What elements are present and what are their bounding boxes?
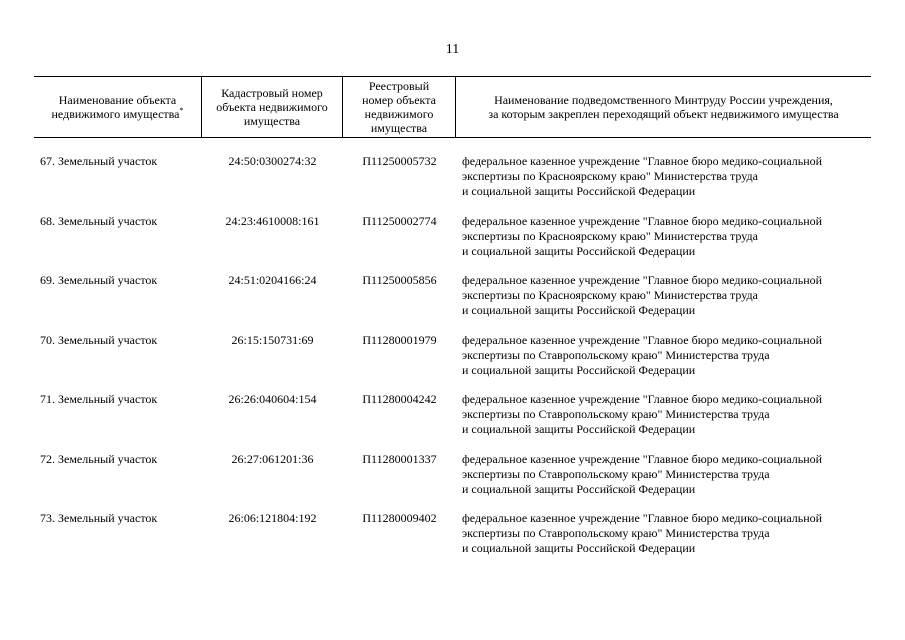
header-object-name — [34, 77, 202, 137]
institution-line: экспертизы по Ставропольскому краю" Министерства труда — [462, 526, 770, 540]
table-body — [34, 138, 871, 571]
object-name-cell: 67. Земельный участок — [40, 154, 158, 168]
header-object-name-line2: недвижимого имущества* — [51, 106, 184, 121]
institution-line: экспертизы по Красноярскому краю" Министерства труда — [462, 169, 758, 183]
header-registry-line2: номер объекта — [362, 93, 436, 107]
cadastral-number-cell: 26:27:061201:36 — [231, 451, 314, 466]
institution-cell — [456, 452, 871, 512]
institution-line: и социальной защиты Российской Федерации — [462, 422, 696, 436]
header-cadastral-number — [202, 77, 343, 137]
page-number: 11 — [445, 42, 460, 57]
institution-cell — [456, 154, 871, 214]
table-row — [34, 214, 871, 274]
institution-line: экспертизы по Красноярскому краю" Министерства труда — [462, 288, 758, 302]
header-registry-line3: недвижимого — [364, 107, 434, 121]
table-row — [34, 452, 871, 512]
institution-line: и социальной защиты Российской Федерации — [462, 481, 696, 496]
footnote-mark: * — [179, 106, 184, 115]
header-institution — [456, 77, 871, 137]
institution-cell — [456, 511, 871, 571]
cadastral-number-cell: 24:51:0204166:24 — [228, 273, 317, 287]
institution-line: федеральное казенное учреждение "Главное бюро медико-социальной — [462, 332, 823, 347]
object-name-cell: 68. Земельный участок — [40, 213, 158, 228]
object-name-cell: 73. Земельный участок — [40, 511, 158, 525]
header-registry-number — [343, 77, 456, 137]
institution-line: экспертизы по Красноярскому краю" Министерства труда — [462, 228, 758, 243]
institution-line: федеральное казенное учреждение "Главное бюро медико-социальной — [462, 511, 823, 525]
institution-line: и социальной защиты Российской Федерации — [462, 541, 696, 555]
table-header — [34, 76, 871, 138]
cadastral-number-cell: 26:15:150731:69 — [231, 332, 314, 347]
institution-line: и социальной защиты Российской Федерации — [462, 184, 696, 198]
header-cadastral-line3: имущества — [243, 114, 301, 128]
institution-cell — [456, 333, 871, 393]
registry-number-cell: П11250005856 — [362, 273, 437, 287]
institution-line: экспертизы по Ставропольскому краю" Министерства труда — [462, 407, 770, 421]
registry-number-cell: П11280004242 — [362, 392, 437, 406]
cadastral-number-cell: 26:06:121804:192 — [228, 511, 317, 525]
institution-line: федеральное казенное учреждение "Главное бюро медико-социальной — [462, 154, 823, 168]
object-name-cell: 72. Земельный участок — [40, 451, 158, 466]
object-name-cell: 71. Земельный участок — [40, 392, 158, 406]
table-row — [34, 392, 871, 452]
registry-number-cell: П11280001337 — [362, 451, 437, 466]
institution-line: федеральное казенное учреждение "Главное бюро медико-социальной — [462, 273, 823, 287]
header-registry-line4: имущества — [370, 121, 428, 135]
table-row — [34, 333, 871, 393]
table-row — [34, 511, 871, 571]
registry-number-cell: П11280009402 — [362, 511, 437, 525]
cadastral-number-cell: 26:26:040604:154 — [228, 392, 317, 406]
header-cadastral-line2: объекта недвижимого — [216, 100, 328, 114]
table-row — [34, 154, 871, 214]
institution-line: федеральное казенное учреждение "Главное бюро медико-социальной — [462, 213, 823, 228]
institution-line: и социальной защиты Российской Федерации — [462, 362, 696, 377]
header-object-name-line1: Наименование объекта — [58, 93, 177, 107]
table-row — [34, 273, 871, 333]
object-name-cell: 70. Земельный участок — [40, 332, 158, 347]
institution-line: федеральное казенное учреждение "Главное бюро медико-социальной — [462, 392, 823, 406]
institution-line: федеральное казенное учреждение "Главное бюро медико-социальной — [462, 451, 823, 466]
institution-cell — [456, 392, 871, 452]
header-institution-line1: Наименование подведомственного Минтруду России учреждения, — [494, 93, 833, 107]
institution-cell — [456, 214, 871, 274]
institution-line: экспертизы по Ставропольскому краю" Министерства труда — [462, 466, 770, 481]
header-institution-line2: за которым закреплен переходящий объект недвижимого имущества — [488, 107, 839, 121]
institution-line: и социальной защиты Российской Федерации — [462, 243, 696, 258]
header-registry-line1: Реестровый — [368, 79, 430, 93]
cadastral-number-cell: 24:50:0300274:32 — [228, 154, 317, 168]
registry-number-cell: П11250005732 — [362, 154, 437, 168]
institution-line: экспертизы по Ставропольскому краю" Министерства труда — [462, 347, 770, 362]
institution-line: и социальной защиты Российской Федерации — [462, 303, 696, 317]
property-table — [34, 76, 871, 571]
header-cadastral-line1: Кадастровый номер — [221, 86, 323, 100]
registry-number-cell: П11280001979 — [362, 332, 437, 347]
registry-number-cell: П11250002774 — [362, 213, 437, 228]
object-name-cell: 69. Земельный участок — [40, 273, 158, 287]
institution-cell — [456, 273, 871, 333]
cadastral-number-cell: 24:23:4610008:161 — [225, 213, 320, 228]
